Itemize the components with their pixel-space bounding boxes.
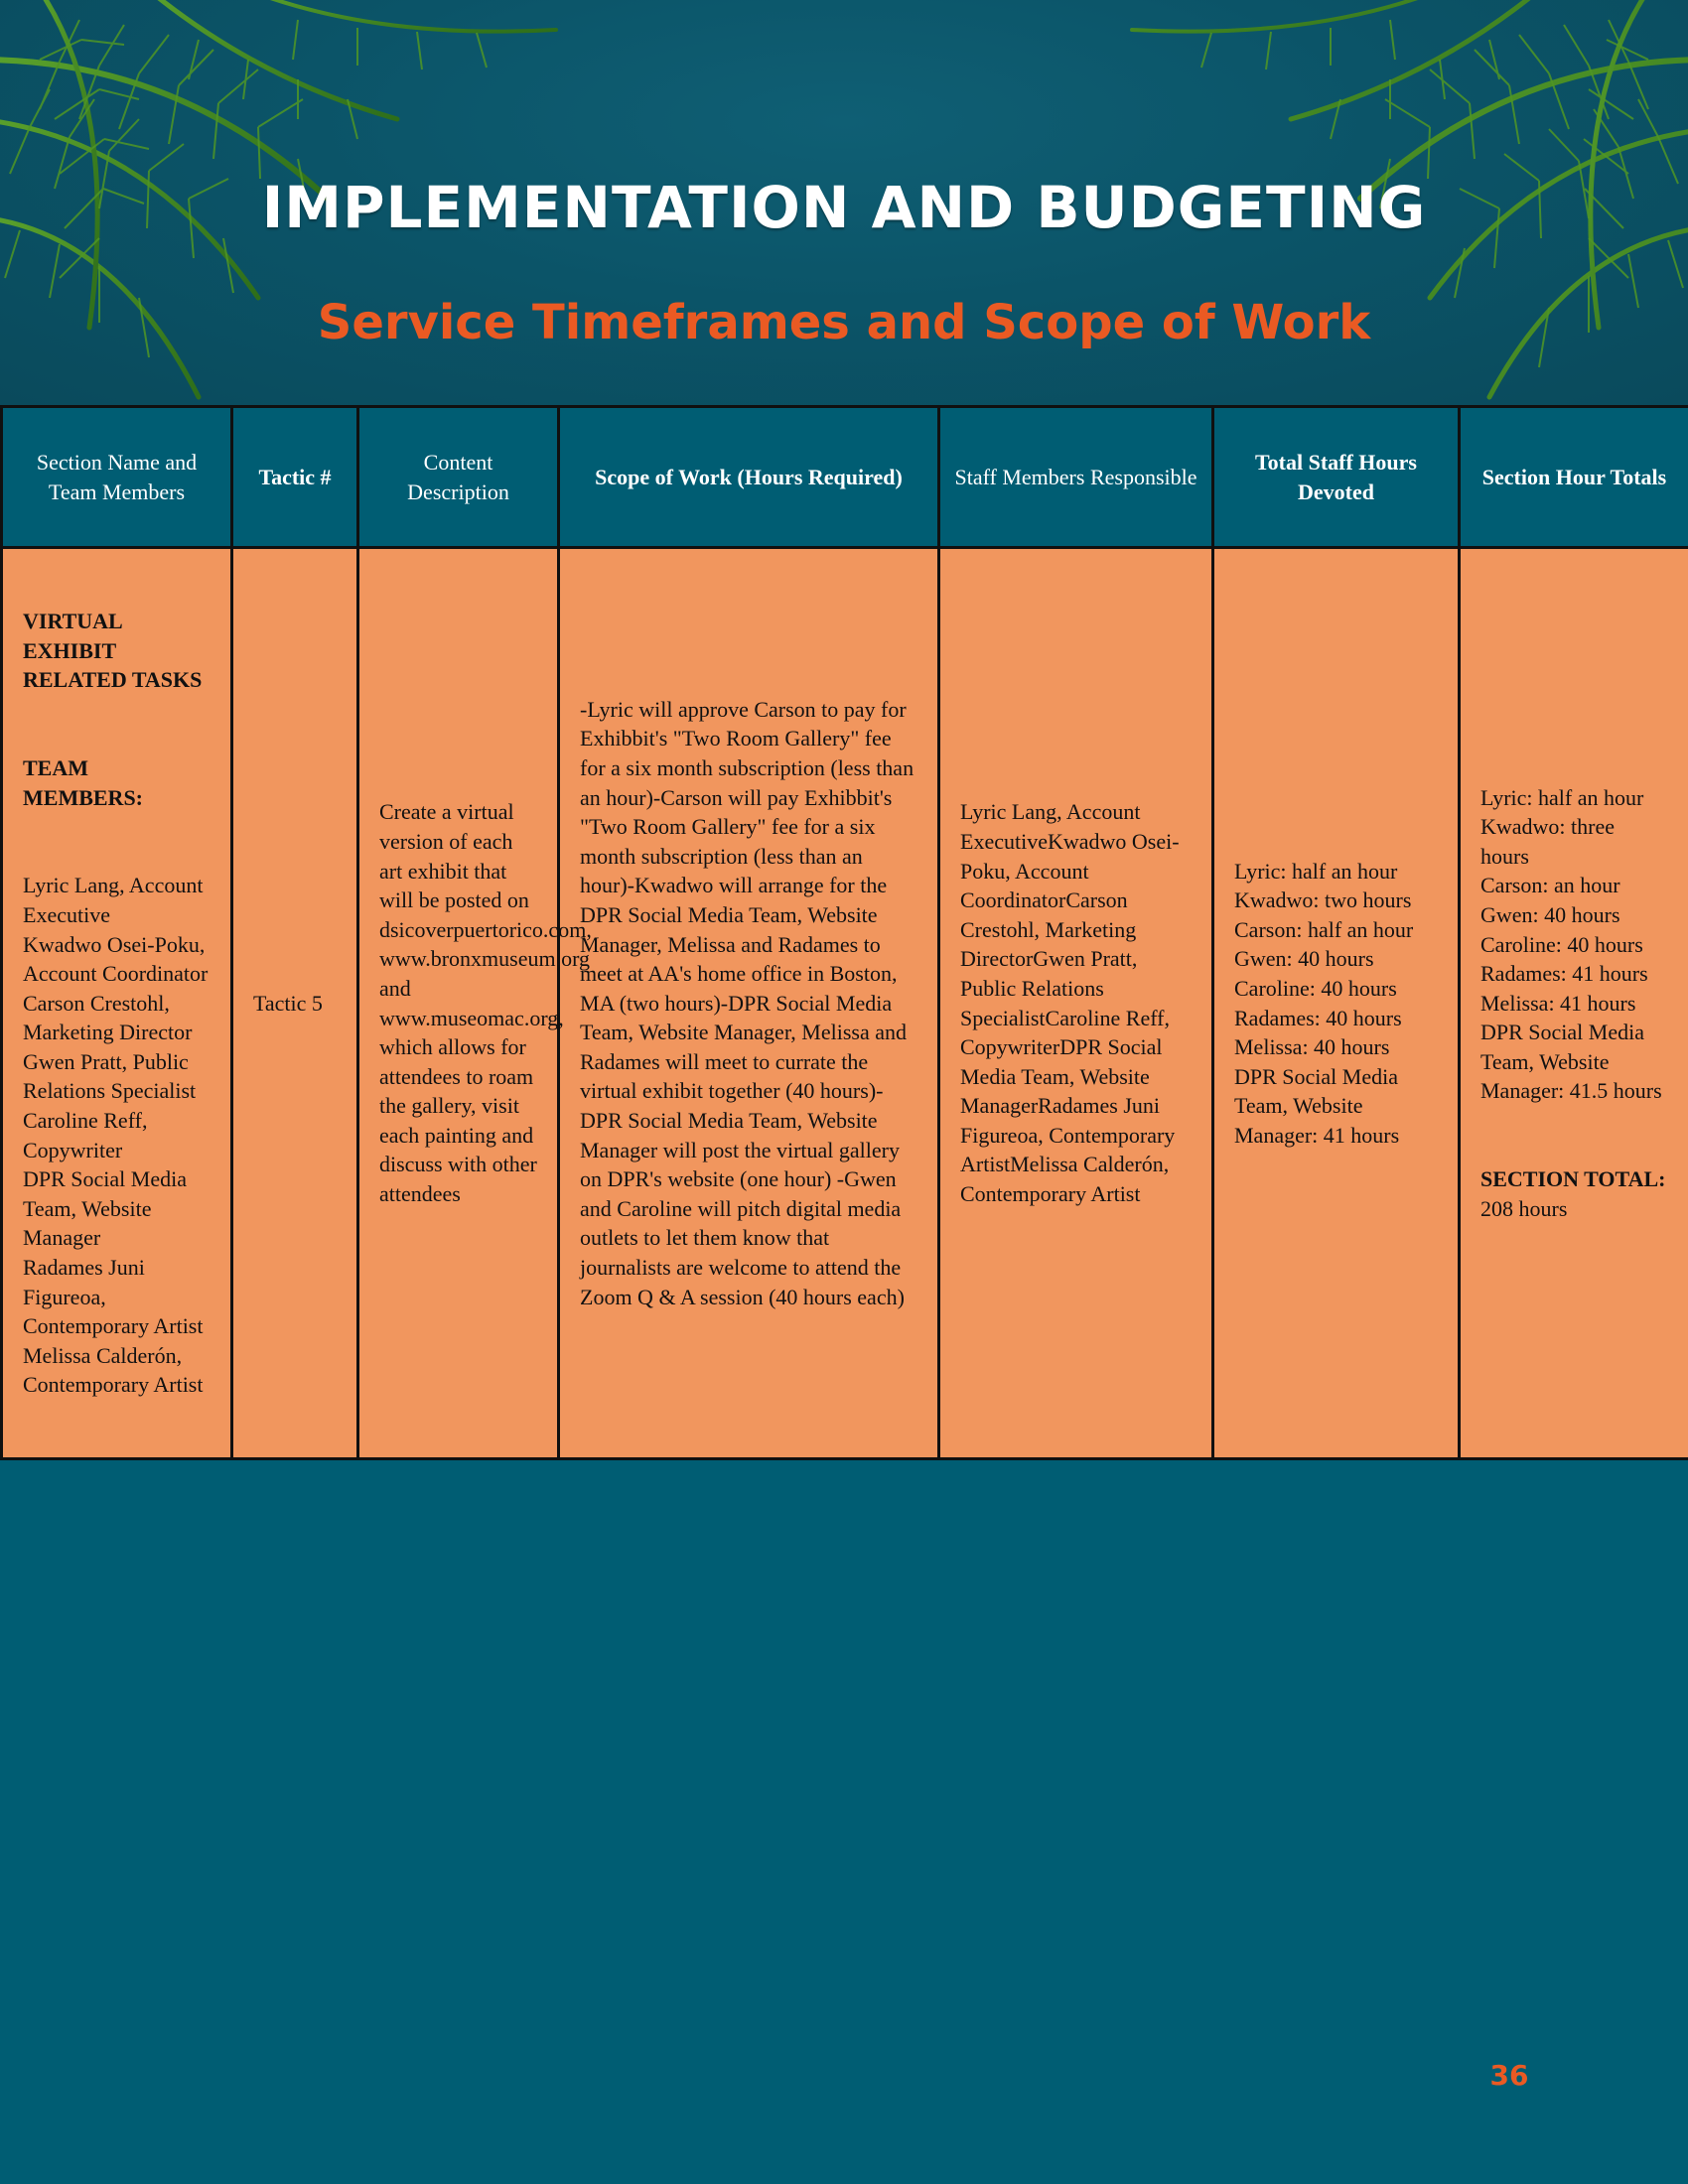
section-total-value: 208 hours [1480,1195,1568,1221]
page-number: 36 [1489,2059,1529,2092]
column-header: Content Description [358,407,559,548]
team-heading: TEAM MEMBERS: [23,754,143,810]
column-header: Total Staff Hours Devoted [1213,407,1460,548]
section-name-cell [2,548,232,1459]
section-hours-list: Lyric: half an hour Kwadwo: three hours Carson: an hour Gwen: 40 hours Caroline: 40 hours Radames: 41 hours Melissa: 41 hours DPR Social Media Team, Website Manager: 41.5 hours [1480,784,1662,1104]
section-total-label: SECTION TOTAL: [1480,1166,1666,1192]
staff-responsible-cell: Lyric Lang, Account ExecutiveKwadwo Osei-Poku, Account CoordinatorCarson Crestohl, Marketing DirectorGwen Pratt, Public Relations SpecialistCaroline Reff, CopywriterDPR Social Media Team, Website ManagerRadames Juni Figureoa, Contemporary ArtistMelissa Calderón, Contemporary Artist [939,548,1213,1459]
header-band [0,0,1688,407]
tactic-cell: Tactic 5 [232,548,358,1459]
section-total [1480,1164,1668,1223]
page-title: IMPLEMENTATION AND BUDGETING [261,174,1427,241]
section-heading: VIRTUAL EXHIBIT RELATED TASKS [23,608,203,693]
table-row [2,548,1688,1459]
scope-of-work-table [0,405,1688,1460]
column-header: Section Name and Team Members [2,407,232,548]
column-header: Scope of Work (Hours Required) [559,407,939,548]
column-header: Staff Members Responsible [939,407,1213,548]
page-subtitle: Service Timeframes and Scope of Work [317,295,1371,350]
table-header-row [2,407,1688,548]
column-header: Tactic # [232,407,358,548]
column-header: Section Hour Totals [1460,407,1688,548]
section-hours-cell [1460,548,1688,1459]
team-members-list: Lyric Lang, Account Executive Kwadwo Osei-Poku, Account Coordinator Carson Crestohl, Marketing Director Gwen Pratt, Public Relations Specialist Caroline Reff, Copywriter DPR Social Media Team, Website Manager Radames Juni Figureoa, Contemporary Artist Melissa Calderón, Contemporary Artist [23,873,209,1398]
staff-hours-cell: Lyric: half an hour Kwadwo: two hours Carson: half an hour Gwen: 40 hours Caroline: 40 hours Radames: 40 hours Melissa: 40 hours DPR Social Media Team, Website Manager: 41 hours [1213,548,1460,1459]
scope-of-work-cell: -Lyric will approve Carson to pay for Exhibbit's "Two Room Gallery" fee for a six month subscription (less than an hour)-Carson will pay Exhibbit's "Two Room Gallery" fee for a six month subscription (less than an hour)-Kwadwo will arrange for the DPR Social Media Team, Website Manager, Melissa and Radames to meet at AA's home office in Boston, MA (two hours)-DPR Social Media Team, Website Manager, Melissa and Radames will meet to currate the virtual exhibit together (40 hours)-DPR Social Media Team, Website Manager will post the virtual gallery on DPR's website (one hour) -Gwen and Caroline will pitch digital media outlets to let them know that journalists are welcome to attend the Zoom Q & A session (40 hours each) [559,548,939,1459]
content-description-cell: Create a virtual version of each art exhibit that will be posted on dsicoverpuertorico.com, www.bronxmuseum.org and www.museomac.org, which allows for attendees to roam the gallery, visit each painting and discuss with other attendees [358,548,559,1459]
